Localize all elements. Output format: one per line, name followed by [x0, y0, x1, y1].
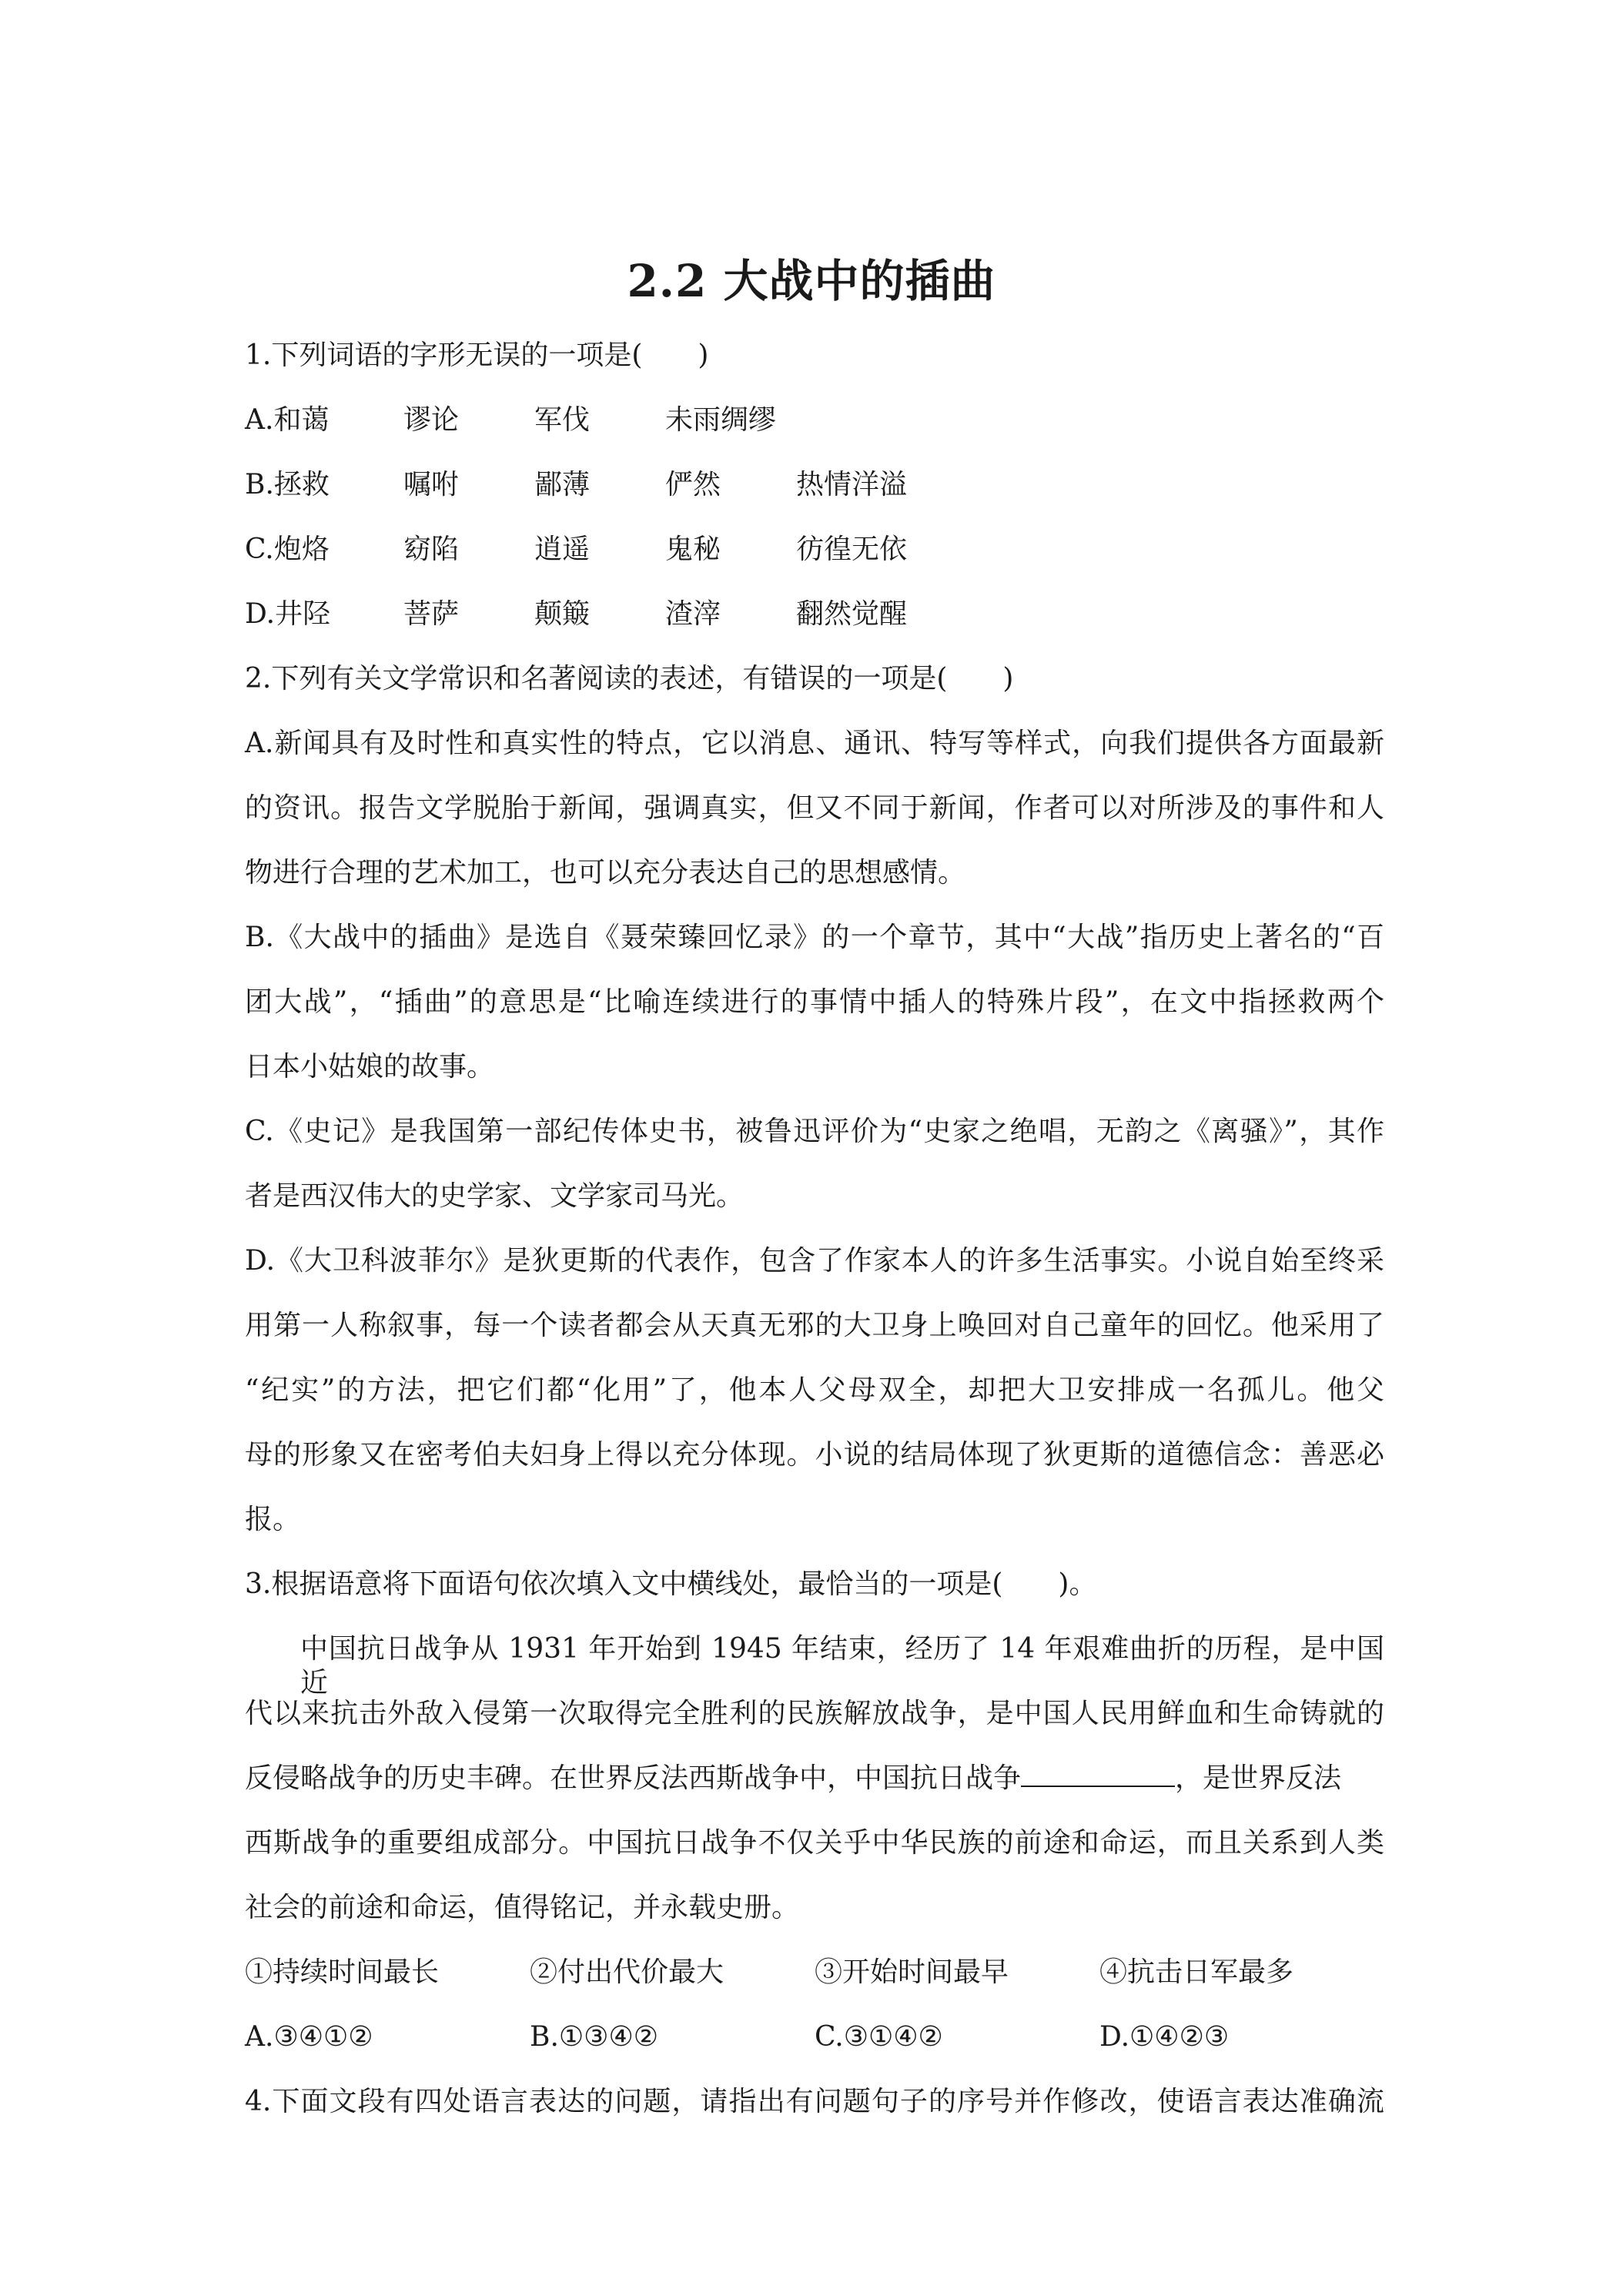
q1-b-label: B.拯救 [245, 469, 330, 500]
q4-stem: 4.下面文段有四处语言表达的问题，请指出有问题句子的序号并作修改，使语言表达准确流 [245, 2086, 1384, 2117]
q3-answer-blank [1021, 1762, 1175, 1787]
q3-choice-b: B.①③④② [530, 2021, 658, 2053]
q2-b-line-3: 日本小姑娘的故事。 [245, 1051, 495, 1083]
q1-b-word-4: 热情洋溢 [796, 469, 908, 500]
q1-c-word-3: 鬼秘 [665, 534, 721, 565]
q1-d-word-4: 翻然觉醒 [796, 598, 908, 630]
q3-para-line-3-text: 反侵略战争的历史丰碑。在世界反法西斯战争中，中国抗日战争 [245, 1762, 1022, 1794]
q3-para-line-5: 社会的前途和命运，值得铭记，并永载史册。 [245, 1892, 800, 1923]
q3-para-line-1: 中国抗日战争从 1931 年开始到 1945 年结束，经历了 14 年艰难曲折的历程，是中国近 [300, 1633, 1384, 1699]
q2-a-line-3: 物进行合理的艺术加工，也可以充分表达自己的思想感情。 [245, 857, 966, 889]
q3-choice-c: C.③①④② [815, 2021, 943, 2053]
q1-d-word-3: 渣滓 [665, 598, 721, 630]
q1-c-word-2: 逍遥 [534, 534, 591, 565]
q2-c-line-1: C.《史记》是我国第一部纪传体史书，被鲁迅评价为“史家之绝唱，无韵之《离骚》”，其作 [245, 1116, 1384, 1147]
q1-a-label: A.和蔼 [245, 404, 330, 436]
q1-d-word-2: 颠簸 [534, 598, 591, 630]
q3-stem: 3.根据语意将下面语句依次填入文中横线处，最恰当的一项是( )。 [245, 1568, 1097, 1600]
q3-choice-a: A.③④①② [245, 2021, 373, 2053]
q1-c-label: C.炮烙 [245, 534, 330, 565]
q2-c-line-2: 者是西汉伟大的史学家、文学家司马光。 [245, 1180, 745, 1212]
q3-item-2: ②付出代价最大 [530, 1956, 724, 1988]
q3-item-1: ①持续时间最长 [245, 1956, 440, 1988]
q3-para-line-2: 代以来抗击外敌入侵第一次取得完全胜利的民族解放战争，是中国人民用鲜血和生命铸就的 [245, 1698, 1384, 1729]
q1-c-word-1: 窈陷 [403, 534, 460, 565]
q2-d-line-2: 用第一人称叙事，每一个读者都会从天真无邪的大卫身上唤回对自己童年的回忆。他采用了 [245, 1310, 1384, 1341]
q2-a-line-1: A.新闻具有及时性和真实性的特点，它以消息、通讯、特写等样式，向我们提供各方面最新 [245, 728, 1384, 759]
q1-b-word-3: 俨然 [665, 469, 721, 500]
q1-stem: 1.下列词语的字形无误的一项是( ) [245, 340, 709, 371]
q1-a-word-2: 军伐 [534, 404, 591, 436]
q1-b-word-2: 鄙薄 [534, 469, 591, 500]
q2-b-line-2: 团大战”，“插曲”的意思是“比喻连续进行的事情中插人的特殊片段”，在文中指拯救两个 [245, 986, 1384, 1018]
q3-para-line-3-tail: ，是世界反法 [1175, 1762, 1342, 1794]
q2-d-line-4: 母的形象又在密考伯夫妇身上得以充分体现。小说的结局体现了狄更斯的道德信念：善恶必 [245, 1439, 1384, 1471]
q1-d-word-1: 菩萨 [403, 598, 460, 630]
q2-stem: 2.下列有关文学常识和名著阅读的表述，有错误的一项是( ) [245, 663, 1014, 694]
q2-d-line-1: D.《大卫科波菲尔》是狄更斯的代表作，包含了作家本人的许多生活事实。小说自始至终采 [245, 1245, 1384, 1277]
q3-para-line-4: 西斯战争的重要组成部分。中国抗日战争不仅关乎中华民族的前途和命运，而且关系到人类 [245, 1827, 1384, 1859]
q3-para-line-3 [245, 1762, 1384, 1796]
page-title: 2.2 大战中的插曲 [627, 255, 996, 307]
q3-item-4: ④抗击日军最多 [1099, 1956, 1294, 1988]
q3-choice-d: D.①④②③ [1099, 2021, 1230, 2053]
q1-b-word-1: 嘱咐 [403, 469, 460, 500]
q3-item-3: ③开始时间最早 [815, 1956, 1009, 1988]
q1-c-word-4: 彷徨无依 [796, 534, 908, 565]
q2-d-line-3: “纪实”的方法，把它们都“化用”了，他本人父母双全，却把大卫安排成一名孤儿。他父 [245, 1374, 1384, 1406]
q2-a-line-2: 的资讯。报告文学脱胎于新闻，强调真实，但又不同于新闻，作者可以对所涉及的事件和人 [245, 792, 1384, 824]
q1-a-word-3: 未雨绸缪 [665, 404, 777, 436]
q1-a-word-1: 谬论 [403, 404, 460, 436]
q1-d-label: D.井陉 [245, 598, 331, 630]
q2-b-line-1: B.《大战中的插曲》是选自《聂荣臻回忆录》的一个章节，其中“大战”指历史上著名的“百 [245, 922, 1384, 953]
q2-d-line-5: 报。 [245, 1504, 301, 1535]
